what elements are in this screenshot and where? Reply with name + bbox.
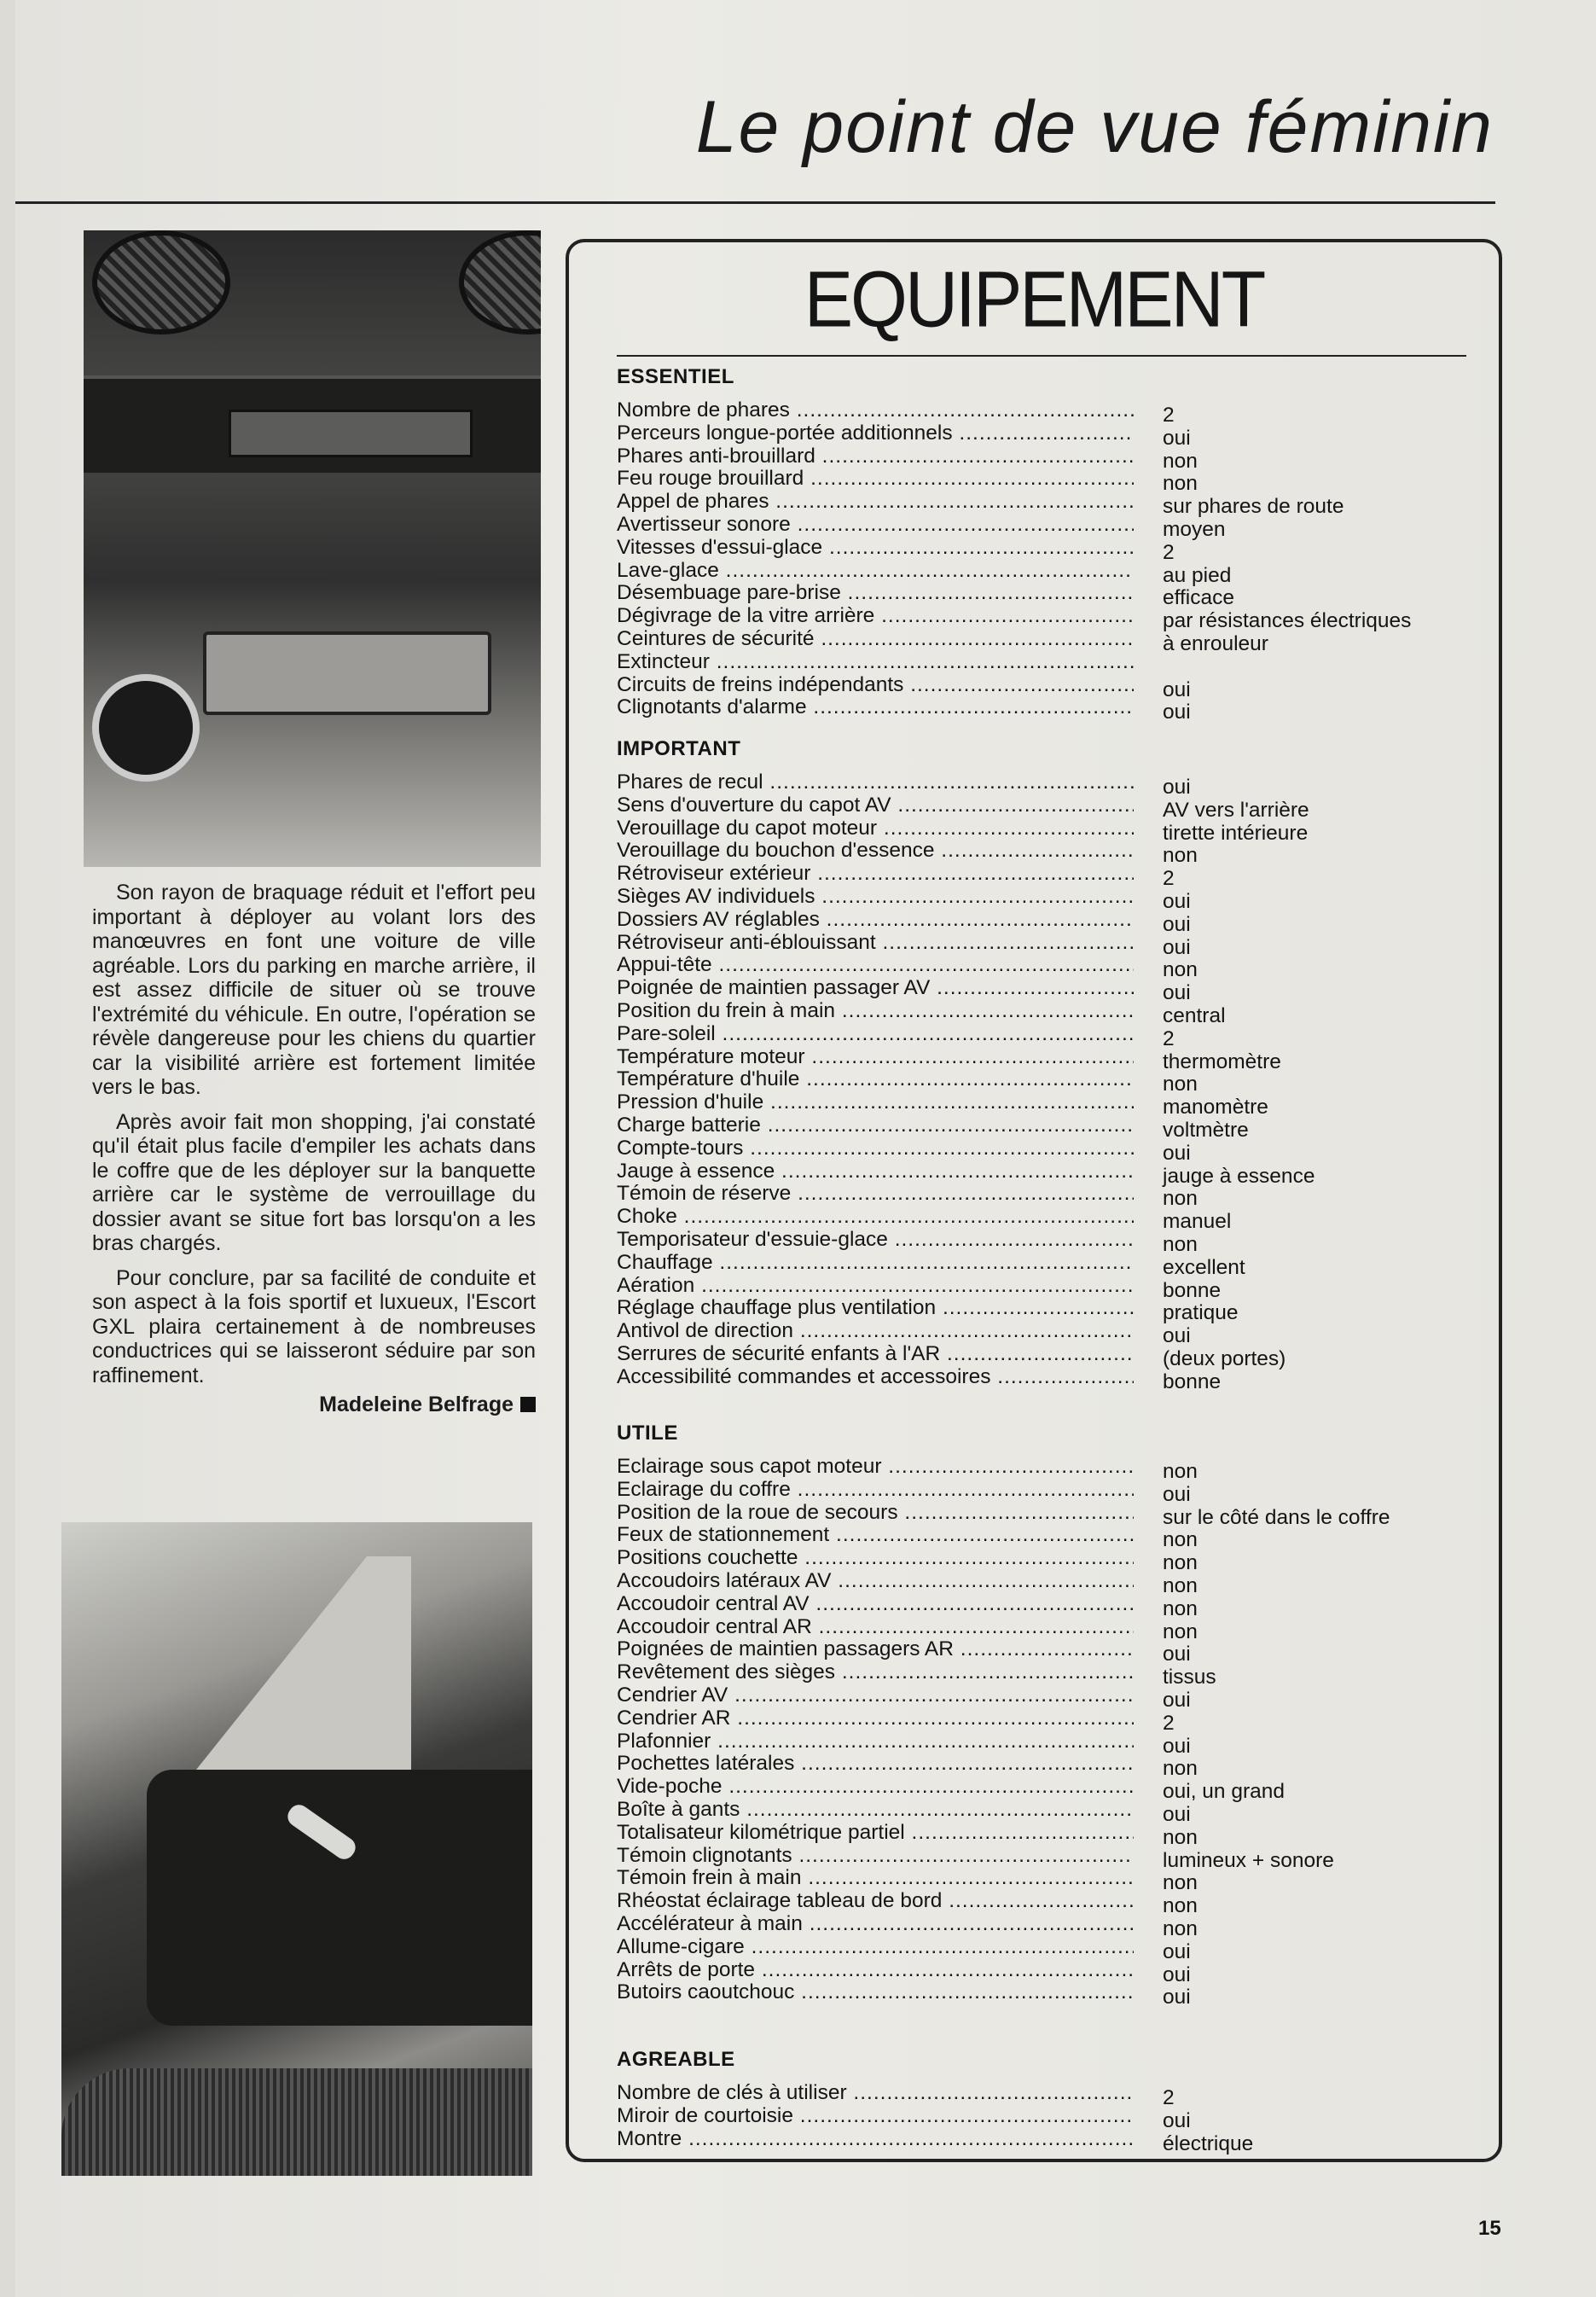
equipment-row: [617, 908, 1470, 936]
equipment-value: oui: [1163, 912, 1191, 936]
section-rows: [617, 2082, 1470, 2155]
equipment-label: Phares de recul .....: [617, 771, 1134, 794]
equipment-label: Température d'huile .....: [617, 1068, 1134, 1091]
equipment-value: oui: [1163, 426, 1191, 450]
equipment-value: central: [1163, 1003, 1226, 1027]
equipment-row: [617, 1890, 1470, 1918]
magazine-page: [15, 0, 1596, 2297]
equipment-label: Pochettes latérales .....: [617, 1753, 1134, 1776]
equipment-box: [566, 239, 1502, 2162]
article-paragraph-2: Après avoir fait mon shopping, j'ai constaté qu'il était plus facile d'empiler les achats dans le coffre que de les déployer sur la banquette arrière car le système de verrouillage du dossier avant se situe fort bas lorsqu'on a les bras chargés.: [92, 1109, 536, 1255]
door-panel: [147, 1770, 532, 2026]
equipment-value: bonne: [1163, 1369, 1222, 1393]
equipment-row: [617, 931, 1470, 959]
equipment-label: Ceintures de sécurité .....: [617, 628, 1134, 651]
equipment-value: non: [1163, 1894, 1198, 1918]
equipment-label: Miroir de courtoisie .....: [617, 2105, 1134, 2128]
equipment-title: EQUIPEMENT: [804, 255, 1264, 344]
equipment-row: [617, 605, 1470, 633]
equipment-value: oui: [1163, 1643, 1191, 1666]
page-title: Le point de vue féminin: [695, 86, 1494, 168]
equipment-value: non: [1163, 1573, 1198, 1597]
equipment-row: [617, 885, 1470, 913]
article-paragraph-1: Son rayon de braquage réduit et l'effort peu important à déployer au volant lors des manœuvres en font une voiture de ville agréable. Lors du parking en marche arrière, il est assez difficile de situer où se trouve l'extrémité du véhicule. En outre, l'opération se révèle dangereuse pour les chiens du quartier car la visibilité arrière est fortement limitée vers le bas.: [92, 881, 536, 1099]
equipment-row: [617, 1022, 1470, 1050]
equipment-label: Témoin frein à main .....: [617, 1867, 1134, 1890]
equipment-row: [617, 1638, 1470, 1666]
equipment-label: Positions couchette .....: [617, 1547, 1134, 1570]
door-interior-photo: [61, 1522, 532, 2176]
equipment-value: oui: [1163, 2108, 1191, 2132]
equipment-row: [617, 863, 1470, 891]
equipment-value: manomètre: [1163, 1096, 1268, 1119]
equipment-label: Température moteur .....: [617, 1046, 1134, 1069]
equipment-label: Charge batterie .....: [617, 1114, 1134, 1137]
equipment-label: Cendrier AV .....: [617, 1684, 1134, 1707]
equipment-label: Accoudoir central AV .....: [617, 1593, 1134, 1616]
section-heading: AGREABLE: [617, 2048, 735, 2071]
equipment-row: [617, 1320, 1470, 1348]
dashboard-photo: [84, 230, 541, 867]
equipment-label: Eclairage sous capot moteur .....: [617, 1456, 1134, 1479]
equipment-row: [617, 2127, 1470, 2155]
clock-gauge: [92, 674, 200, 782]
equipment-label: Nombre de clés à utiliser .....: [617, 2082, 1134, 2105]
equipment-row: [617, 468, 1470, 496]
equipment-row: [617, 954, 1470, 982]
equipment-row: [617, 999, 1470, 1027]
equipment-label: Revêtement des sièges .....: [617, 1661, 1134, 1684]
equipment-value: 2: [1163, 2086, 1175, 2109]
dashboard-slot: [229, 410, 473, 457]
equipment-label: Eclairage du coffre .....: [617, 1479, 1134, 1502]
author-name: Madeleine Belfrage: [319, 1393, 514, 1416]
equipment-label: Circuits de freins indépendants .....: [617, 674, 1134, 697]
equipment-value: non: [1163, 958, 1198, 982]
equipment-label: Pare-soleil .....: [617, 1023, 1134, 1046]
equipment-label: Chauffage .....: [617, 1252, 1134, 1275]
page-number: 15: [1478, 2217, 1501, 2240]
air-vent-right: [459, 230, 541, 334]
equipment-label: Réglage chauffage plus ventilation .....: [617, 1297, 1134, 1320]
equipment-label: Feu rouge brouillard .....: [617, 468, 1134, 491]
equipment-value: oui: [1163, 1688, 1191, 1712]
equipment-value: non: [1163, 1871, 1198, 1895]
author-signature: [92, 1393, 536, 1417]
equipment-value: oui: [1163, 1324, 1191, 1348]
equipment-row: [617, 771, 1470, 799]
car-radio: [203, 631, 491, 715]
equipment-label: Compte-tours .....: [617, 1137, 1134, 1160]
section-essentiel: [617, 363, 1470, 724]
equipment-label: Poignées de maintien passagers AR .....: [617, 1638, 1134, 1661]
section-heading: ESSENTIEL: [617, 365, 734, 388]
equipment-value: au pied: [1163, 563, 1232, 587]
equipment-row: [617, 1730, 1470, 1758]
section-rows: [617, 1456, 1470, 2009]
equipment-value: 2: [1163, 867, 1175, 891]
equipment-value: oui: [1163, 935, 1191, 959]
equipment-value: voltmètre: [1163, 1118, 1249, 1142]
equipment-value: oui: [1163, 1141, 1191, 1165]
equipment-label: Position de la roue de secours .....: [617, 1502, 1134, 1525]
equipment-row: [617, 2082, 1470, 2109]
equipment-value: oui: [1163, 981, 1191, 1005]
equipment-value: oui: [1163, 701, 1191, 724]
equipment-row: [617, 1365, 1470, 1393]
equipment-label: Plafonnier .....: [617, 1730, 1134, 1753]
equipment-value: 2: [1163, 404, 1175, 427]
equipment-row: [617, 491, 1470, 519]
equipment-value: oui: [1163, 1802, 1191, 1826]
equipment-row: [617, 1478, 1470, 1506]
equipment-label: Position du frein à main .....: [617, 1000, 1134, 1023]
equipment-row: [617, 1160, 1470, 1188]
equipment-label: Jauge à essence .....: [617, 1160, 1134, 1183]
equipment-label: Nombre de phares .....: [617, 399, 1134, 422]
seat: [61, 2068, 532, 2176]
equipment-value: (deux portes): [1163, 1346, 1286, 1370]
equipment-label: Totalisateur kilométrique partiel .....: [617, 1822, 1134, 1845]
equipment-row: [617, 696, 1470, 724]
equipment-title-rule: [617, 355, 1466, 357]
equipment-label: Clignotants d'alarme .....: [617, 696, 1134, 719]
equipment-label: Montre .....: [617, 2128, 1134, 2151]
equipment-label: Accessibilité commandes et accessoires .....: [617, 1366, 1134, 1389]
equipment-row: [617, 1615, 1470, 1643]
equipment-label: Boîte à gants .....: [617, 1799, 1134, 1822]
equipment-value: par résistances électriques: [1163, 609, 1412, 633]
equipment-value: AV vers l'arrière: [1163, 798, 1309, 822]
equipment-value: non: [1163, 1460, 1198, 1483]
equipment-value: moyen: [1163, 517, 1226, 541]
equipment-row: [617, 536, 1470, 564]
equipment-row: [617, 840, 1470, 868]
equipment-row: [617, 1501, 1470, 1529]
equipment-value: sur phares de route: [1163, 495, 1344, 519]
equipment-label: Aération .....: [617, 1275, 1134, 1298]
equipment-label: Phares anti-brouillard .....: [617, 445, 1134, 468]
equipment-label: Poignée de maintien passager AV .....: [617, 977, 1134, 1000]
equipment-label: Serrures de sécurité enfants à l'AR .....: [617, 1343, 1134, 1366]
equipment-row: [617, 1091, 1470, 1119]
equipment-label: Verouillage du bouchon d'essence .....: [617, 840, 1134, 863]
equipment-label: Dégivrage de la vitre arrière .....: [617, 605, 1134, 628]
equipment-value: bonne: [1163, 1278, 1222, 1302]
equipment-row: [617, 1251, 1470, 1279]
equipment-label: Perceurs longue-portée additionnels .....: [617, 422, 1134, 445]
equipment-row: [617, 817, 1470, 845]
equipment-value: non: [1163, 1073, 1198, 1096]
equipment-row: [617, 1045, 1470, 1073]
equipment-row: [617, 1137, 1470, 1165]
equipment-value: non: [1163, 1596, 1198, 1620]
equipment-row: [617, 399, 1470, 427]
equipment-row: [617, 1798, 1470, 1826]
equipment-value: non: [1163, 1232, 1198, 1256]
equipment-value: non: [1163, 1528, 1198, 1552]
equipment-row: [617, 1912, 1470, 1940]
equipment-label: Appel de phares .....: [617, 491, 1134, 514]
equipment-value: tissus: [1163, 1666, 1216, 1689]
equipment-label: Vitesses d'essui-glace .....: [617, 537, 1134, 560]
equipment-row: [617, 627, 1470, 655]
equipment-row: [617, 1844, 1470, 1872]
equipment-label: Butoirs caoutchouc .....: [617, 1981, 1134, 2004]
equipment-value: oui: [1163, 1963, 1191, 1986]
air-vent-left: [92, 230, 230, 334]
equipment-value: électrique: [1163, 2131, 1254, 2155]
equipment-label: Cendrier AR .....: [617, 1707, 1134, 1730]
equipment-label: Extincteur .....: [617, 651, 1134, 674]
equipment-row: [617, 673, 1470, 701]
equipment-value: oui, un grand: [1163, 1780, 1286, 1804]
article-text: [92, 881, 536, 1417]
equipment-label: Témoin de réserve .....: [617, 1183, 1134, 1206]
equipment-value: oui: [1163, 776, 1191, 799]
equipment-row: [617, 513, 1470, 541]
equipment-label: Arrêts de porte .....: [617, 1959, 1134, 1982]
equipment-row: [617, 582, 1470, 610]
equipment-label: Antivol de direction .....: [617, 1320, 1134, 1343]
section-rows: [617, 771, 1470, 1393]
equipment-label: Feux de stationnement .....: [617, 1524, 1134, 1547]
equipment-row: [617, 1068, 1470, 1096]
equipment-value: oui: [1163, 889, 1191, 913]
equipment-row: [617, 794, 1470, 822]
equipment-value: thermomètre: [1163, 1050, 1281, 1073]
equipment-row: [617, 1821, 1470, 1849]
equipment-label: Vide-poche .....: [617, 1776, 1134, 1799]
equipment-row: [617, 1114, 1470, 1142]
equipment-value: non: [1163, 1757, 1198, 1781]
equipment-label: Rétroviseur extérieur .....: [617, 863, 1134, 886]
equipment-value: lumineux + sonore: [1163, 1848, 1334, 1872]
equipment-row: [617, 1661, 1470, 1689]
equipment-value: efficace: [1163, 586, 1234, 610]
equipment-row: [617, 559, 1470, 587]
equipment-label: Temporisateur d'essuie-glace .....: [617, 1229, 1134, 1252]
equipment-row: [617, 1958, 1470, 1986]
equipment-value: 2: [1163, 540, 1175, 564]
equipment-value: oui: [1163, 677, 1191, 701]
equipment-row: [617, 445, 1470, 473]
equipment-value: à enrouleur: [1163, 631, 1268, 655]
equipment-label: Rétroviseur anti-éblouissant .....: [617, 932, 1134, 955]
equipment-value: oui: [1163, 1482, 1191, 1506]
section-heading: UTILE: [617, 1422, 678, 1445]
equipment-label: Pression d'huile .....: [617, 1091, 1134, 1114]
equipment-row: [617, 1456, 1470, 1483]
equipment-row: [617, 1592, 1470, 1620]
equipment-label: Désembuage pare-brise .....: [617, 582, 1134, 605]
equipment-row: [617, 1935, 1470, 1963]
equipment-row: [617, 1867, 1470, 1895]
equipment-row: [617, 1183, 1470, 1211]
equipment-row: [617, 651, 1470, 674]
equipment-value: excellent: [1163, 1255, 1245, 1279]
equipment-value: oui: [1163, 1939, 1191, 1963]
equipment-row: [617, 1342, 1470, 1370]
section-utile: [617, 1420, 1470, 2009]
equipment-value: non: [1163, 1825, 1198, 1849]
equipment-value: non: [1163, 449, 1198, 473]
equipment-label: Accélérateur à main .....: [617, 1913, 1134, 1936]
equipment-value: non: [1163, 1551, 1198, 1575]
equipment-label: Sens d'ouverture du capot AV .....: [617, 794, 1134, 817]
equipment-value: oui: [1163, 1986, 1191, 2009]
equipment-row: [617, 1297, 1470, 1325]
equipment-row: [617, 1274, 1470, 1302]
equipment-label: Rhéostat éclairage tableau de bord .....: [617, 1890, 1134, 1913]
equipment-label: Accoudoirs latéraux AV .....: [617, 1570, 1134, 1593]
equipment-label: Lave-glace .....: [617, 560, 1134, 583]
equipment-row: [617, 1228, 1470, 1256]
section-important: [617, 736, 1470, 1393]
equipment-value: jauge à essence: [1163, 1164, 1315, 1188]
equipment-value: non: [1163, 472, 1198, 496]
equipment-row: [617, 1776, 1470, 1804]
section-agreable: [617, 2046, 1470, 2155]
header-rule: [15, 201, 1495, 204]
section-rows: [617, 399, 1470, 724]
section-heading: IMPORTANT: [617, 737, 741, 760]
equipment-row: [617, 1707, 1470, 1735]
equipment-row: [617, 1683, 1470, 1712]
equipment-row: [617, 1547, 1470, 1575]
equipment-label: Appui-tête .....: [617, 954, 1134, 977]
equipment-row: [617, 1524, 1470, 1552]
equipment-label: Avertisseur sonore .....: [617, 514, 1134, 537]
equipment-row: [617, 2104, 1470, 2132]
equipment-row: [617, 1753, 1470, 1781]
equipment-row: [617, 977, 1470, 1005]
equipment-value: tirette intérieure: [1163, 821, 1309, 845]
equipment-value: 2: [1163, 1026, 1175, 1050]
equipment-label: Choke .....: [617, 1206, 1134, 1229]
equipment-label: Sièges AV individuels .....: [617, 886, 1134, 909]
equipment-row: [617, 422, 1470, 450]
equipment-value: non: [1163, 1620, 1198, 1643]
equipment-label: Accoudoir central AR .....: [617, 1616, 1134, 1639]
equipment-label: Allume-cigare .....: [617, 1936, 1134, 1959]
equipment-label: Dossiers AV réglables .....: [617, 909, 1134, 932]
equipment-value: non: [1163, 844, 1198, 868]
equipment-row: [617, 1569, 1470, 1597]
equipment-value: sur le côté dans le coffre: [1163, 1505, 1390, 1529]
equipment-label: Témoin clignotants .....: [617, 1845, 1134, 1868]
door-window: [189, 1556, 411, 1778]
equipment-value: non: [1163, 1187, 1198, 1211]
article-paragraph-3: Pour conclure, par sa facilité de conduite et son aspect à la fois sportif et luxueux, l'Escort GXL plaira certainement à de nombreuses conductrices qui se laisseront séduire par son raffinement.: [92, 1265, 536, 1387]
equipment-value: pratique: [1163, 1301, 1239, 1325]
end-square-icon: [520, 1397, 536, 1412]
equipment-row: [617, 1206, 1470, 1234]
equipment-value: oui: [1163, 1734, 1191, 1758]
equipment-label: Verouillage du capot moteur .....: [617, 817, 1134, 840]
equipment-row: [617, 1981, 1470, 2009]
equipment-value: non: [1163, 1916, 1198, 1940]
equipment-value: manuel: [1163, 1210, 1232, 1234]
equipment-value: 2: [1163, 1711, 1175, 1735]
